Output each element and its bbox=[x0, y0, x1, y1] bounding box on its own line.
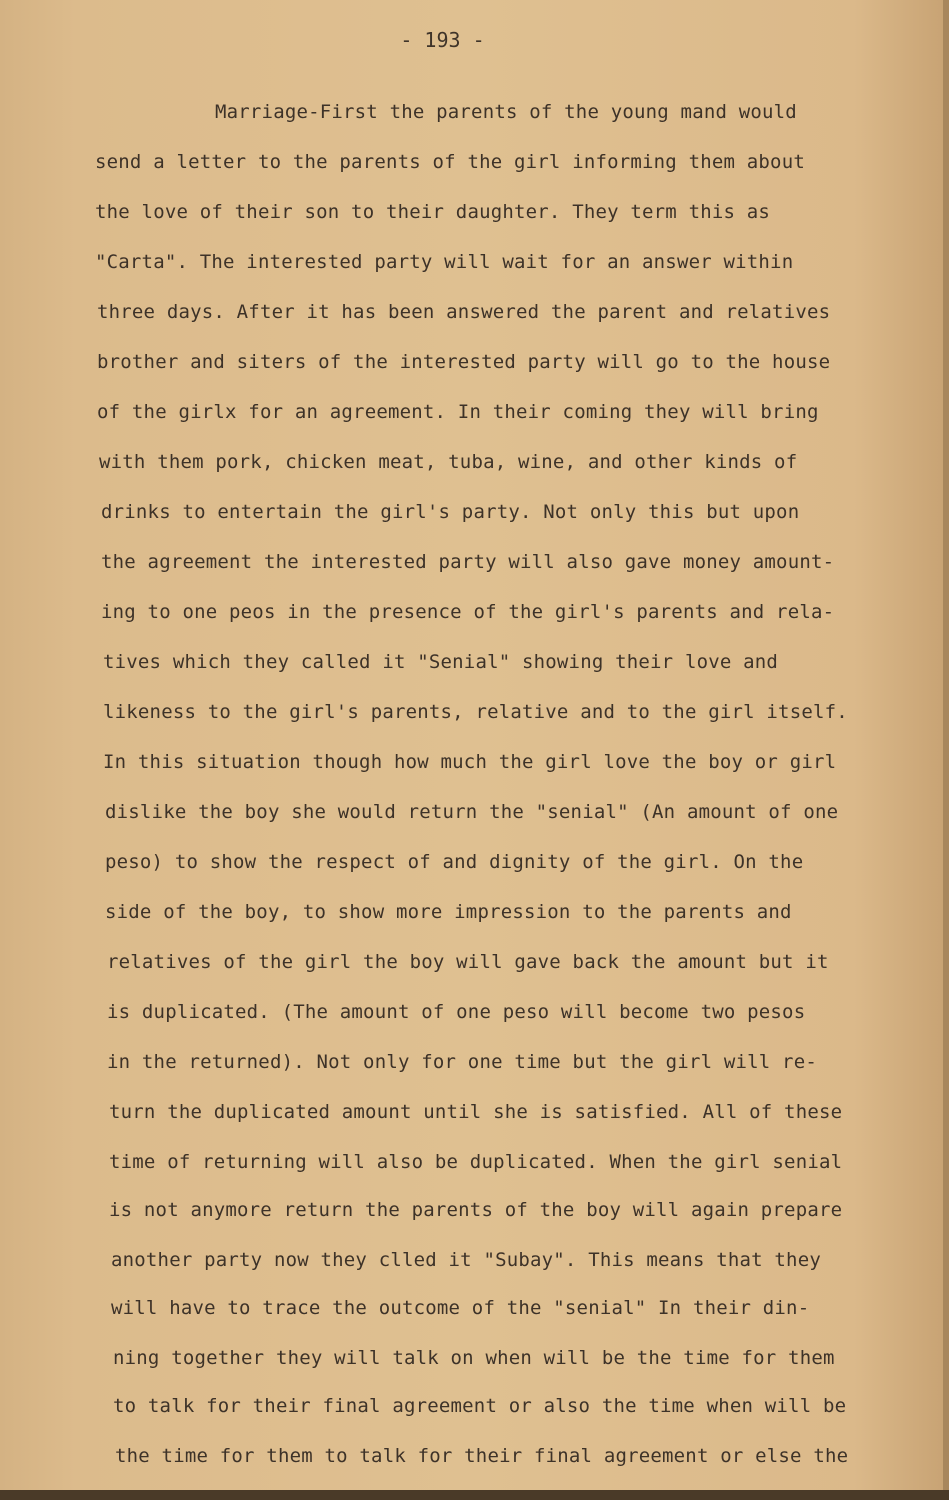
text-line: tives which they called it "Senial" showing their love and bbox=[103, 651, 779, 673]
text-line: relatives of the girl the boy will gave back the amount but it bbox=[107, 951, 829, 973]
text-line: Marriage-First the parents of the young mand would bbox=[215, 101, 797, 123]
text-line: ing to one peos in the presence of the girl's parents and rela- bbox=[101, 601, 835, 623]
text-line: in the returned). Not only for one time but the girl will re- bbox=[107, 1051, 817, 1073]
text-line: the love of their son to their daughter. They term this as bbox=[95, 201, 771, 223]
text-line: drinks to entertain the girl's party. Not only this but upon bbox=[101, 501, 800, 523]
text-line: peso) to show the respect of and dignity of the girl. On the bbox=[105, 851, 804, 873]
text-line: with them pork, chicken meat, tuba, wine, and other kinds of bbox=[99, 451, 798, 473]
text-line: another party now they clled it "Subay". This means that they bbox=[111, 1249, 821, 1271]
text-line: send a letter to the parents of the girl informing them about bbox=[95, 151, 805, 173]
text-line: In this situation though how much the girl love the boy or girl bbox=[103, 751, 837, 773]
text-line: to talk for their final agreement or also the time when will be bbox=[113, 1395, 847, 1417]
text-line: is not anymore return the parents of the boy will again prepare bbox=[109, 1199, 843, 1221]
text-line: side of the boy, to show more impression to the parents and bbox=[105, 901, 792, 923]
text-line: three days. After it has been answered the parent and relatives bbox=[97, 301, 831, 323]
text-line: the time for them to talk for their final agreement or else the bbox=[115, 1445, 849, 1467]
text-line: dislike the boy she would return the "senial" (An amount of one bbox=[105, 801, 839, 823]
text-line: will have to trace the outcome of the "senial" In their din- bbox=[111, 1297, 810, 1319]
page-number: - 193 - bbox=[400, 28, 485, 52]
text-line: ning together they will talk on when will be the time for them bbox=[113, 1347, 835, 1369]
page-right-edge bbox=[943, 0, 949, 1500]
text-line: "Carta". The interested party will wait for an answer within bbox=[95, 251, 794, 273]
text-line: likeness to the girl's parents, relative and to the girl itself. bbox=[103, 701, 848, 723]
text-line: the agreement the interested party will also gave money amount- bbox=[101, 551, 835, 573]
page-bottom-edge bbox=[0, 1490, 949, 1500]
text-line: turn the duplicated amount until she is satisfied. All of these bbox=[109, 1101, 843, 1123]
text-line: time of returning will also be duplicated. When the girl senial bbox=[109, 1151, 843, 1173]
text-line: is duplicated. (The amount of one peso will become two pesos bbox=[107, 1001, 806, 1023]
text-line: brother and siters of the interested party will go to the house bbox=[97, 351, 831, 373]
text-line: of the girlx for an agreement. In their coming they will bring bbox=[97, 401, 819, 423]
